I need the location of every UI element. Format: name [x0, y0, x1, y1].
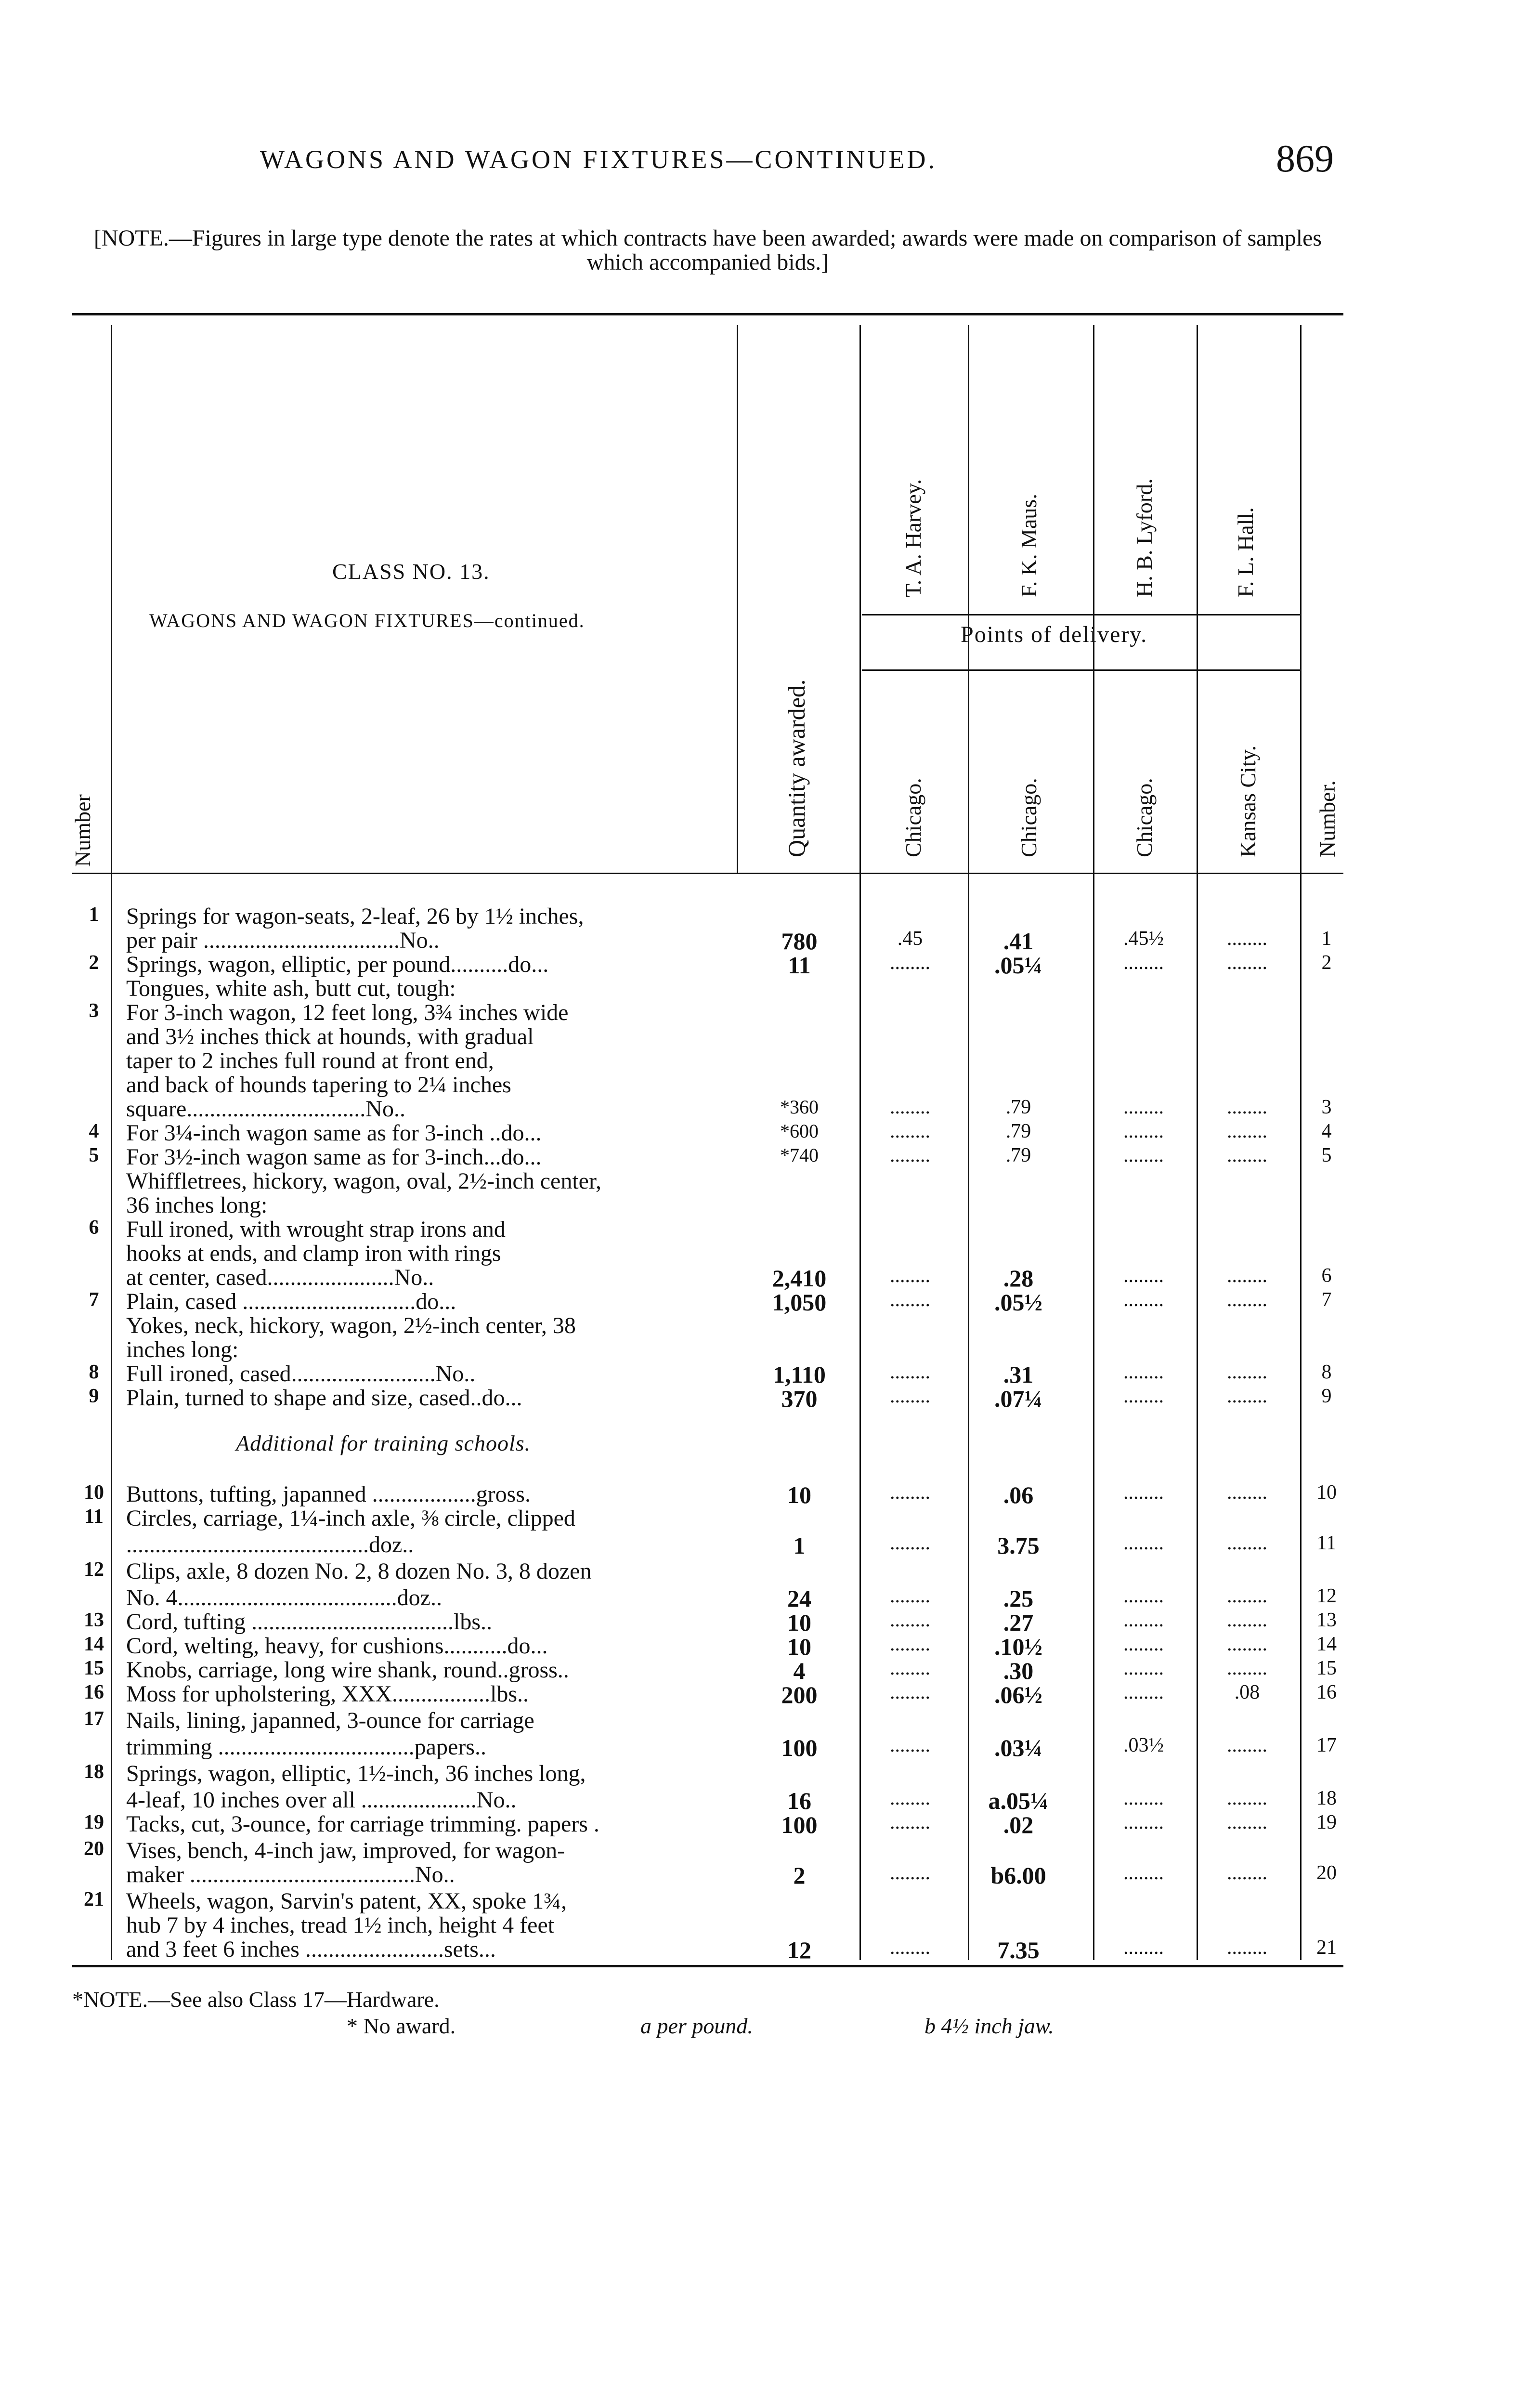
- bid-harvey: ........: [890, 1265, 930, 1287]
- row-description: Yokes, neck, hickory, wagon, 2½-inch center, 38: [126, 1313, 576, 1338]
- row-description: Nails, lining, japanned, 3-ounce for carriage: [126, 1708, 534, 1733]
- class-subtitle: WAGONS AND WAGON FIXTURES—continued.: [149, 610, 585, 631]
- row-description: and back of hounds tapering to 2¼ inches: [126, 1072, 511, 1098]
- bid-maus: .10½: [994, 1633, 1042, 1660]
- row-quantity: 2,410: [772, 1265, 827, 1292]
- bid-hall: ........: [1227, 1385, 1267, 1407]
- row-description: 4-leaf, 10 inches over all ....................No..: [126, 1787, 517, 1813]
- row-description: Full ironed, cased.........................No..: [126, 1361, 476, 1387]
- bid-harvey: ........: [890, 1096, 930, 1118]
- bid-lyford: ........: [1123, 1787, 1164, 1809]
- bid-lyford: ........: [1123, 1096, 1164, 1118]
- bid-maus: .25: [1003, 1585, 1034, 1612]
- table-row: [0, 1584, 1523, 1612]
- table-row: [0, 1168, 1523, 1192]
- row-description: square...............................No..: [126, 1096, 405, 1122]
- row-number-right: 9: [1321, 1385, 1332, 1407]
- col-number-left-label: Number: [70, 794, 95, 867]
- row-number: 2: [89, 952, 99, 974]
- table-row: [0, 1264, 1523, 1292]
- row-number: 7: [89, 1289, 99, 1311]
- table-row: [0, 1633, 1523, 1660]
- row-number-right: 17: [1316, 1734, 1337, 1756]
- row-description: Springs for wagon-seats, 2-leaf, 26 by 1½ inches,: [126, 903, 584, 929]
- row-quantity: 100: [781, 1811, 818, 1838]
- bid-maus: .05½: [994, 1289, 1042, 1316]
- footnote-a: a per pound.: [640, 2014, 753, 2038]
- row-quantity: *740: [780, 1144, 819, 1166]
- row-number: 14: [84, 1633, 104, 1655]
- row-description: and 3 feet 6 inches ........................sets...: [126, 1937, 496, 1962]
- header-bottom-rule: [72, 873, 1343, 874]
- bid-lyford: ........: [1123, 1811, 1164, 1833]
- row-number-right: 20: [1316, 1862, 1337, 1884]
- bid-lyford: .03½: [1123, 1734, 1164, 1756]
- table-row: [0, 1936, 1523, 1963]
- bidder-maus: F. K. Maus.: [1016, 494, 1041, 597]
- bid-maus: .31: [1003, 1361, 1034, 1388]
- pod-top-rule: [862, 614, 1300, 615]
- row-description: and 3½ inches thick at hounds, with gradual: [126, 1024, 534, 1049]
- row-number-right: 1: [1321, 928, 1332, 950]
- delivery-chicago-3: Chicago.: [1132, 778, 1157, 857]
- table-row: [0, 1144, 1523, 1168]
- delivery-chicago-2: Chicago.: [1016, 778, 1041, 857]
- row-quantity: *360: [780, 1096, 819, 1118]
- row-number-right: 3: [1321, 1096, 1332, 1118]
- table-top-rule: [72, 313, 1343, 315]
- bid-hall: ........: [1227, 1144, 1267, 1166]
- row-quantity: 10: [787, 1633, 811, 1660]
- row-number-right: 16: [1316, 1681, 1337, 1703]
- bid-harvey: ........: [890, 1681, 930, 1703]
- row-description: 36 inches long:: [126, 1192, 268, 1218]
- row-number: 19: [84, 1811, 104, 1833]
- row-quantity: 24: [787, 1585, 811, 1612]
- bid-hall: ........: [1227, 1862, 1267, 1884]
- table-row: [0, 1505, 1523, 1529]
- row-description: hub 7 by 4 inches, tread 1½ inch, height 4 feet: [126, 1912, 555, 1938]
- header-note: [NOTE.—Figures in large type denote the rates at which contracts have been awarded; awards were made on comparison of samples which accompanied bids.]: [93, 225, 1322, 275]
- bid-maus: .30: [1003, 1657, 1034, 1684]
- row-quantity: 100: [781, 1734, 818, 1761]
- row-description: Buttons, tufting, japanned ..................gross.: [126, 1481, 531, 1507]
- bid-harvey: ........: [890, 1811, 930, 1833]
- row-description: Moss for upholstering, XXX.................lbs..: [126, 1681, 529, 1707]
- row-quantity: *600: [780, 1120, 819, 1142]
- bidder-hall: F. L. Hall.: [1233, 507, 1258, 597]
- delivery-chicago-1: Chicago.: [901, 778, 925, 857]
- col-rule-desc: [737, 325, 738, 874]
- bid-maus: .79: [1005, 1144, 1031, 1166]
- row-number: 16: [84, 1681, 104, 1703]
- bid-hall: ........: [1227, 1657, 1267, 1679]
- row-number: 9: [89, 1385, 99, 1407]
- table-row: [0, 1787, 1523, 1814]
- running-title: WAGONS AND WAGON FIXTURES—CONTINUED.: [260, 145, 937, 174]
- bid-hall: ........: [1227, 1937, 1267, 1959]
- bid-lyford: ........: [1123, 1862, 1164, 1884]
- row-number-right: 8: [1321, 1361, 1332, 1383]
- bid-harvey: ........: [890, 1289, 930, 1311]
- bid-hall: ........: [1227, 952, 1267, 974]
- bid-harvey: .45: [897, 928, 923, 950]
- bid-maus: a.05¼: [988, 1787, 1049, 1814]
- bid-hall: ........: [1227, 1609, 1267, 1631]
- row-description: inches long:: [126, 1337, 239, 1362]
- bid-harvey: ........: [890, 1633, 930, 1655]
- footnote-b: b 4½ inch jaw.: [924, 2014, 1054, 2038]
- row-description: Wheels, wagon, Sarvin's patent, XX, spoke 1¾,: [126, 1888, 567, 1914]
- bid-harvey: ........: [890, 1532, 930, 1554]
- row-number: 10: [84, 1481, 104, 1504]
- bid-maus: .28: [1003, 1265, 1034, 1292]
- row-description: Springs, wagon, elliptic, per pound..........do...: [126, 952, 549, 977]
- row-description: Full ironed, with wrought strap irons and: [126, 1217, 506, 1242]
- subheading-training-schools: Additional for training schools.: [236, 1431, 531, 1455]
- bid-lyford: ........: [1123, 1633, 1164, 1655]
- bid-lyford: ........: [1123, 1481, 1164, 1504]
- bid-harvey: ........: [890, 1862, 930, 1884]
- row-number-right: 10: [1316, 1481, 1337, 1504]
- row-quantity: 780: [781, 928, 818, 955]
- bidder-harvey: T. A. Harvey.: [901, 479, 925, 597]
- bid-maus: .02: [1003, 1811, 1034, 1838]
- bid-hall: ........: [1227, 1096, 1267, 1118]
- row-description: Tongues, white ash, butt cut, tough:: [126, 976, 456, 1001]
- bid-harvey: ........: [890, 1585, 930, 1607]
- row-number: 6: [89, 1217, 99, 1239]
- bid-lyford: ........: [1123, 1937, 1164, 1959]
- bid-hall: ........: [1227, 1585, 1267, 1607]
- bid-harvey: ........: [890, 1787, 930, 1809]
- table-row: [0, 1192, 1523, 1216]
- row-description: For 3¼-inch wagon same as for 3-inch ..do...: [126, 1120, 542, 1146]
- bid-lyford: ........: [1123, 1361, 1164, 1383]
- bid-maus: .27: [1003, 1609, 1034, 1636]
- row-number-right: 11: [1316, 1532, 1337, 1554]
- table-row: [0, 1047, 1523, 1072]
- table-row: [0, 1681, 1523, 1708]
- row-description: Plain, turned to shape and size, cased..do...: [126, 1385, 522, 1411]
- row-quantity: 370: [781, 1385, 818, 1412]
- row-number: 15: [84, 1657, 104, 1679]
- row-description: Springs, wagon, elliptic, 1½-inch, 36 inches long,: [126, 1761, 586, 1786]
- bidder-lyford: H. B. Lyford.: [1132, 478, 1157, 597]
- table-row: [0, 1312, 1523, 1336]
- bid-hall: .08: [1234, 1681, 1260, 1703]
- bid-hall: ........: [1227, 1787, 1267, 1809]
- col-number-right-label: Number.: [1315, 780, 1340, 857]
- table-row: [0, 1912, 1523, 1936]
- points-of-delivery-label: Points of delivery.: [961, 622, 1148, 647]
- bid-maus: .07¼: [994, 1385, 1042, 1412]
- bid-lyford: ........: [1123, 1289, 1164, 1311]
- bid-hall: ........: [1227, 1734, 1267, 1756]
- row-number-right: 15: [1316, 1657, 1337, 1679]
- table-row: [0, 1531, 1523, 1559]
- row-quantity: 10: [787, 1481, 811, 1508]
- table-row: [0, 999, 1523, 1023]
- bid-maus: 7.35: [997, 1937, 1040, 1963]
- row-number: 12: [84, 1558, 104, 1581]
- row-number: 4: [89, 1120, 99, 1142]
- table-row: [0, 927, 1523, 955]
- table-row: [0, 1760, 1523, 1784]
- bid-lyford: ........: [1123, 1609, 1164, 1631]
- class-title: CLASS NO. 13.: [332, 559, 490, 584]
- bid-maus: b6.00: [990, 1862, 1046, 1889]
- table-row: [0, 1837, 1523, 1861]
- row-description: For 3-inch wagon, 12 feet long, 3¾ inches wide: [126, 1000, 569, 1025]
- row-number: 1: [89, 903, 99, 926]
- row-description: ..........................................doz..: [126, 1532, 414, 1557]
- table-bottom-rule: [72, 1965, 1343, 1967]
- row-description: Whiffletrees, hickory, wagon, oval, 2½-inch center,: [126, 1168, 602, 1194]
- row-description: Plain, cased ..............................do...: [126, 1289, 456, 1314]
- row-quantity: 12: [787, 1937, 811, 1963]
- row-description: at center, cased......................No..: [126, 1265, 434, 1290]
- row-number-right: 2: [1321, 952, 1332, 974]
- row-quantity: 10: [787, 1609, 811, 1636]
- bid-maus: .79: [1005, 1096, 1031, 1118]
- row-number: 21: [84, 1888, 104, 1911]
- table-row: [0, 1861, 1523, 1889]
- bid-lyford: ........: [1123, 1265, 1164, 1287]
- row-quantity: 1,050: [772, 1289, 827, 1316]
- table-row: [0, 1481, 1523, 1508]
- row-description: Circles, carriage, 1¼-inch axle, ⅜ circle, clipped: [126, 1505, 575, 1531]
- footnote-no-award: * No award.: [347, 2014, 456, 2038]
- bid-hall: ........: [1227, 1481, 1267, 1504]
- row-description: For 3½-inch wagon same as for 3-inch...do...: [126, 1144, 542, 1170]
- row-number-right: 21: [1316, 1937, 1337, 1959]
- bid-maus: .03¼: [994, 1734, 1042, 1761]
- footnote-see-also: *NOTE.—See also Class 17—Hardware.: [72, 1987, 440, 2012]
- row-description: Cord, welting, heavy, for cushions...........do...: [126, 1633, 548, 1659]
- row-description: maker .......................................No..: [126, 1862, 455, 1887]
- row-quantity: 11: [788, 952, 811, 979]
- table-row: [0, 1240, 1523, 1264]
- table-row: [0, 1120, 1523, 1144]
- row-description: per pair ..................................No..: [126, 928, 440, 953]
- bid-hall: ........: [1227, 1289, 1267, 1311]
- row-quantity: 200: [781, 1681, 818, 1708]
- bid-maus: .79: [1005, 1120, 1031, 1142]
- row-number-right: 14: [1316, 1633, 1337, 1655]
- bid-lyford: ........: [1123, 1657, 1164, 1679]
- row-number-right: 19: [1316, 1811, 1337, 1833]
- bid-lyford: ........: [1123, 1532, 1164, 1554]
- row-description: trimming ..................................papers..: [126, 1734, 486, 1760]
- row-number: 18: [84, 1761, 104, 1783]
- bid-harvey: ........: [890, 1481, 930, 1504]
- table-row: [0, 1657, 1523, 1684]
- bid-harvey: ........: [890, 1657, 930, 1679]
- table-row: [0, 975, 1523, 999]
- bid-harvey: ........: [890, 1361, 930, 1383]
- bid-harvey: ........: [890, 1609, 930, 1631]
- bid-hall: ........: [1227, 1120, 1267, 1142]
- table-row: [0, 1385, 1523, 1412]
- row-description: hooks at ends, and clamp iron with rings: [126, 1241, 501, 1266]
- table-row: [0, 1216, 1523, 1240]
- table-row: [0, 1734, 1523, 1761]
- table-row: [0, 1361, 1523, 1388]
- bid-hall: ........: [1227, 928, 1267, 950]
- bid-maus: .05¼: [994, 952, 1042, 979]
- bid-lyford: ........: [1123, 952, 1164, 974]
- row-description: taper to 2 inches full round at front end,: [126, 1048, 494, 1073]
- row-quantity: 2: [793, 1862, 806, 1889]
- row-description: Vises, bench, 4-inch jaw, improved, for wagon-: [126, 1838, 565, 1863]
- bid-hall: ........: [1227, 1532, 1267, 1554]
- bid-maus: .41: [1003, 928, 1034, 955]
- row-number: 17: [84, 1708, 104, 1730]
- table-row: [0, 1888, 1523, 1912]
- row-number-right: 4: [1321, 1120, 1332, 1142]
- bid-harvey: ........: [890, 1385, 930, 1407]
- row-quantity: 16: [787, 1787, 811, 1814]
- row-quantity: 1: [793, 1532, 806, 1559]
- bid-maus: 3.75: [997, 1532, 1040, 1559]
- row-number-right: 18: [1316, 1787, 1337, 1809]
- row-description: No. 4......................................doz..: [126, 1585, 442, 1610]
- row-description: Tacks, cut, 3-ounce, for carriage trimming. papers .: [126, 1811, 599, 1837]
- row-number: 8: [89, 1361, 99, 1383]
- row-description: Knobs, carriage, long wire shank, round..gross..: [126, 1657, 569, 1683]
- table-row: [0, 1288, 1523, 1316]
- bid-harvey: ........: [890, 1144, 930, 1166]
- table-row: [0, 1707, 1523, 1731]
- page-number: 869: [1276, 138, 1334, 180]
- row-quantity: 1,110: [773, 1361, 826, 1388]
- bid-maus: .06½: [994, 1681, 1042, 1708]
- table-row: [0, 1609, 1523, 1636]
- table-row: [0, 1558, 1523, 1582]
- bid-maus: .06: [1003, 1481, 1034, 1508]
- bid-lyford: .45½: [1123, 928, 1164, 950]
- row-number-right: 12: [1316, 1585, 1337, 1607]
- row-number-right: 5: [1321, 1144, 1332, 1166]
- table-row: [0, 1336, 1523, 1361]
- row-number-right: 7: [1321, 1289, 1332, 1311]
- bid-harvey: ........: [890, 1937, 930, 1959]
- table-row: [0, 951, 1523, 979]
- col-quantity-label: Quantity awarded.: [783, 679, 810, 857]
- bid-lyford: ........: [1123, 1144, 1164, 1166]
- table-row: [0, 903, 1523, 927]
- pod-bottom-rule: [862, 669, 1300, 671]
- bid-hall: ........: [1227, 1633, 1267, 1655]
- bid-harvey: ........: [890, 1120, 930, 1142]
- row-number: 5: [89, 1144, 99, 1166]
- bid-hall: ........: [1227, 1811, 1267, 1833]
- bid-hall: ........: [1227, 1265, 1267, 1287]
- table-row: [0, 1096, 1523, 1120]
- row-description: Clips, axle, 8 dozen No. 2, 8 dozen No. 3, 8 dozen: [126, 1558, 592, 1584]
- row-number-right: 6: [1321, 1265, 1332, 1287]
- bid-hall: ........: [1227, 1361, 1267, 1383]
- bid-lyford: ........: [1123, 1681, 1164, 1703]
- bid-harvey: ........: [890, 1734, 930, 1756]
- bid-lyford: ........: [1123, 1385, 1164, 1407]
- table-row: [0, 1023, 1523, 1047]
- row-number-right: 13: [1316, 1609, 1337, 1631]
- table-row: [0, 1811, 1523, 1838]
- bid-lyford: ........: [1123, 1120, 1164, 1142]
- bid-harvey: ........: [890, 952, 930, 974]
- row-number: 20: [84, 1838, 104, 1860]
- row-number: 13: [84, 1609, 104, 1631]
- table-row: [0, 1072, 1523, 1096]
- bid-lyford: ........: [1123, 1585, 1164, 1607]
- row-number: 3: [89, 1000, 99, 1022]
- row-description: Cord, tufting ...................................lbs..: [126, 1609, 493, 1635]
- row-number: 11: [84, 1505, 104, 1528]
- delivery-kansas-city: Kansas City.: [1236, 745, 1260, 857]
- row-quantity: 4: [793, 1657, 806, 1684]
